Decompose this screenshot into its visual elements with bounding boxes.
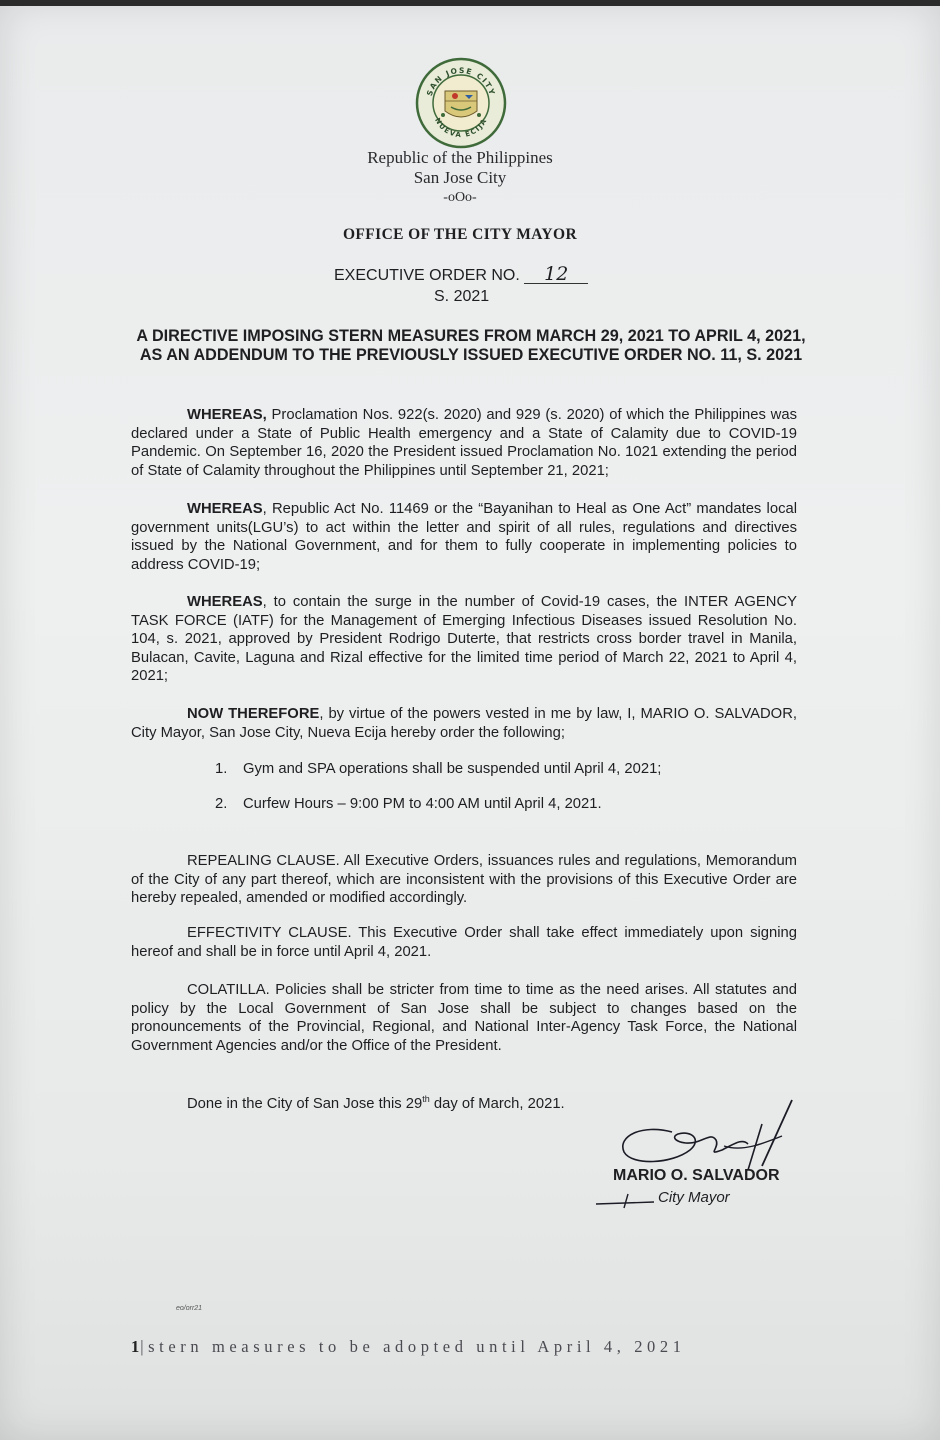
footer-page-number: 1 [131, 1337, 141, 1356]
now-therefore-text: , by virtue of the powers vested in me by law, I, MARIO O. SALVADOR, City Mayor, San Jose City, Nueva Ecija hereby order the following; [131, 706, 797, 741]
order-item-number: 2. [215, 796, 228, 812]
done-text-after: day of March, 2021. [429, 1095, 565, 1112]
document-initials: eo/orr21 [176, 1305, 203, 1312]
effectivity-clause: EFFECTIVITY CLAUSE. This Executive Order shall take effect immediately upon signing hereof and shall be in force until April 4, 2021. [131, 925, 797, 960]
done-ordinal: th [422, 1094, 430, 1104]
header-city: San Jose City [413, 168, 507, 187]
signatory-name: MARIO O. SALVADOR [613, 1167, 780, 1184]
footer-text: stern measures to be adopted until April 4, 2021 [148, 1337, 686, 1356]
header-separator: -oOo- [443, 190, 477, 205]
city-seal-icon [415, 57, 507, 149]
whereas-text: , Republic Act No. 11469 or the “Bayanihan to Heal as One Act” mandates local government units(LGU’s) to act within the letter and spirit of all rules, regulations and directives issued by the National Government, and for them to fully cooperate in implementing policies to address COVID-19; [131, 501, 797, 573]
colatilla-clause: COLATILLA. Policies shall be stricter from time to time as the need arises. All statutes and policy by the Local Government of San Jose shall be subject to changes based on the pronouncements of the Provincial, Regional, and National Inter-Agency Task Force, the National Government Agencies and/or the Office of the President. [131, 982, 797, 1054]
whereas-paragraph-3 [131, 593, 797, 686]
order-item-1 [215, 761, 661, 777]
whereas-lead: WHEREAS [187, 501, 263, 517]
document-title: A DIRECTIVE IMPOSING STERN MEASURES FROM MARCH 29, 2021 TO APRIL 4, 2021, AS AN ADDENDUM TO THE PREVIOUSLY ISSUED EXECUTIVE ORDER NO. 11, S. 2021 [136, 327, 806, 364]
page-top-edge [0, 0, 940, 6]
order-item-text: Gym and SPA operations shall be suspended until April 4, 2021; [243, 761, 662, 777]
now-therefore-lead: NOW THEREFORE [187, 706, 320, 722]
initial-mark-icon [594, 1190, 660, 1210]
svg-text:SAN JOSE CITY: SAN JOSE CITY [424, 65, 498, 98]
signatory-title: City Mayor [658, 1189, 730, 1206]
whereas-paragraph-2 [131, 500, 797, 574]
order-item-2 [215, 796, 602, 812]
now-therefore-paragraph [131, 705, 797, 742]
executive-order-label: EXECUTIVE ORDER NO. [334, 267, 520, 284]
header-republic: Republic of the Philippines [367, 148, 553, 167]
svg-text:NUEVA ECIJA: NUEVA ECIJA [433, 116, 489, 140]
whereas-text: , to contain the surge in the number of Covid-19 cases, the INTER AGENCY TASK FORCE (IATF) for the Management of Emerging Infectious Diseases issued Resolution No. 104, s. 2021, approved by President Rodrigo Duterte, that restricts cross border travel in Manila, Bulacan, Cavite, Laguna and Rizal effective for the limited time period of March 22, 2021 to April 4, 2021; [131, 594, 797, 685]
order-item-text: Curfew Hours – 9:00 PM to 4:00 AM until April 4, 2021. [243, 796, 602, 812]
executive-order-handwritten-number: 12 [524, 265, 588, 284]
done-text-before: Done in the City of San Jose this 29 [187, 1095, 423, 1112]
executive-order-number [334, 265, 588, 285]
page-footer [131, 1337, 686, 1357]
order-item-number: 1. [215, 761, 228, 777]
repealing-clause: REPEALING CLAUSE. All Executive Orders, issuances rules and regulations, Memorandum of the City of any part thereof, which are inconsistent with the provisions of this Executive Order are hereby repealed, amended or modified accordingly. [131, 853, 797, 907]
done-statement [187, 1094, 565, 1112]
whereas-lead: WHEREAS [187, 594, 263, 610]
executive-order-series: S. 2021 [434, 288, 490, 305]
footer-separator: | [140, 1337, 149, 1356]
whereas-text: Proclamation Nos. 922(s. 2020) and 929 (s. 2020) of which the Philippines was declared under a State of Public Health emergency and a State of Calamity due to COVID-19 Pandemic. On September 16, 2020 the President issued Proclamation No. 1021 extending the period of State of Calamity throughout the Philippines until September 21, 2021; [131, 407, 797, 479]
office-heading: OFFICE OF THE CITY MAYOR [342, 226, 578, 243]
whereas-lead: WHEREAS, [187, 407, 267, 423]
whereas-paragraph-1 [131, 406, 797, 480]
